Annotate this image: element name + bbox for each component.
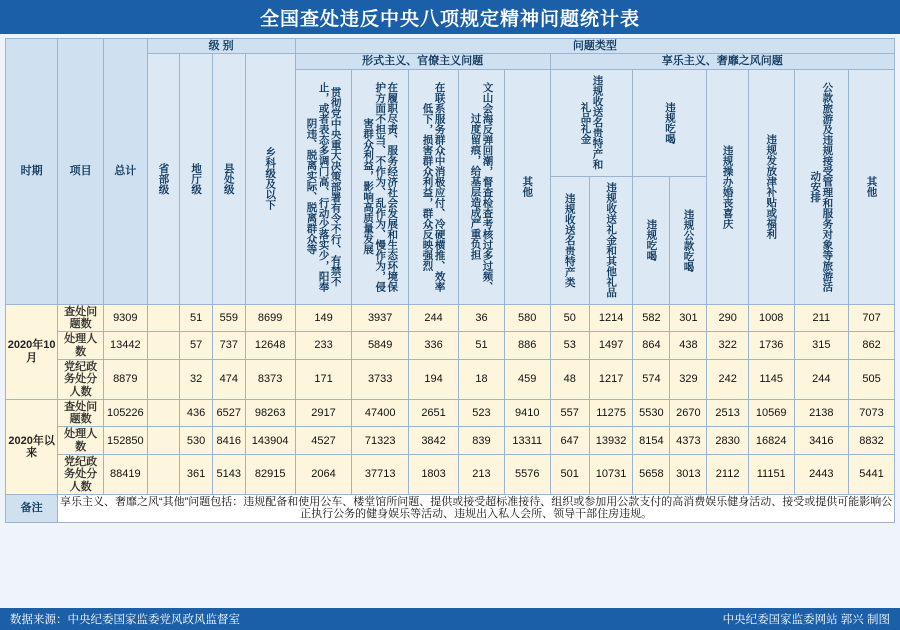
- cell-hedo-7: 7073: [849, 399, 895, 427]
- cell-hedo-0: 50: [550, 304, 589, 332]
- cell-level-1: 57: [180, 332, 213, 360]
- cell-hedo-0: 647: [550, 427, 589, 455]
- cell-form-2: 1803: [409, 455, 459, 495]
- cell-hedo-2: 864: [633, 332, 670, 360]
- header-level-xiangke: 乡科级及以下: [245, 54, 295, 304]
- header-hedonism-sub-4: 违规公款吃喝: [670, 176, 707, 304]
- header-total: 总计: [104, 39, 148, 305]
- cell-level-2: 8416: [212, 427, 245, 455]
- cell-hedo-4: 2830: [707, 427, 748, 455]
- cell-hedo-5: 16824: [748, 427, 794, 455]
- period-cell: 2020年以来: [6, 399, 58, 494]
- cell-hedo-6: 2443: [794, 455, 848, 495]
- cell-hedo-3: 329: [670, 359, 707, 399]
- cell-hedo-5: 1145: [748, 359, 794, 399]
- cell-hedo-4: 290: [707, 304, 748, 332]
- footer-bar: [0, 608, 900, 630]
- header-hedonism-sub-2: 违规收送礼金和其他礼品: [589, 176, 633, 304]
- table-row: [6, 332, 895, 360]
- cell-level-3: 82915: [245, 455, 295, 495]
- cell-hedo-0: 557: [550, 399, 589, 427]
- cell-total: 88419: [104, 455, 148, 495]
- cell-hedo-3: 301: [670, 304, 707, 332]
- table-row: [6, 399, 895, 427]
- cell-hedo-4: 322: [707, 332, 748, 360]
- cell-form-0: 2917: [295, 399, 352, 427]
- header-hedonism-sub-1: 违规收送名贵特产类: [550, 176, 589, 304]
- cell-level-3: 12648: [245, 332, 295, 360]
- cell-level-0: [147, 332, 180, 360]
- row-label: 查处问题数: [58, 399, 104, 427]
- table-row: [6, 359, 895, 399]
- header-hedonism-col-5: 公款旅游及违规接受管理和服务对象等旅游活动安排: [794, 69, 848, 304]
- header-hedonism-col-4: 违规发放津补贴或福利: [748, 69, 794, 304]
- cell-hedo-5: 11151: [748, 455, 794, 495]
- cell-level-2: 6527: [212, 399, 245, 427]
- cell-form-2: 244: [409, 304, 459, 332]
- header-level-diting: 地厅级: [180, 54, 213, 304]
- cell-level-1: 361: [180, 455, 213, 495]
- header-formalism-col-4: 文山会海反弹回潮，督查检查考核过多过频、过度留痕，给基层造成严重负担: [459, 69, 505, 304]
- cell-level-3: 98263: [245, 399, 295, 427]
- cell-form-4: 886: [504, 332, 550, 360]
- cell-form-4: 5576: [504, 455, 550, 495]
- page-title: 全国查处违反中央八项规定精神问题统计表: [0, 0, 900, 34]
- cell-form-4: 580: [504, 304, 550, 332]
- cell-level-0: [147, 399, 180, 427]
- cell-form-4: 9410: [504, 399, 550, 427]
- cell-hedo-0: 501: [550, 455, 589, 495]
- cell-form-0: 149: [295, 304, 352, 332]
- statistics-table: [5, 38, 895, 523]
- cell-level-0: [147, 427, 180, 455]
- row-label: 党纪政务处分人数: [58, 359, 104, 399]
- cell-hedo-3: 4373: [670, 427, 707, 455]
- cell-hedo-7: 8832: [849, 427, 895, 455]
- header-hedonism-col-other: 其他: [849, 69, 895, 304]
- cell-level-2: 737: [212, 332, 245, 360]
- cell-total: 13442: [104, 332, 148, 360]
- header-formalism-group: 形式主义、官僚主义问题: [295, 54, 550, 69]
- cell-hedo-5: 1736: [748, 332, 794, 360]
- footer-credit: 中央纪委国家监委网站 郭兴 制图: [722, 614, 890, 626]
- cell-level-1: 51: [180, 304, 213, 332]
- header-level-group: 级 别: [147, 39, 295, 54]
- cell-total: 9309: [104, 304, 148, 332]
- cell-form-4: 459: [504, 359, 550, 399]
- cell-form-0: 171: [295, 359, 352, 399]
- cell-hedo-4: 242: [707, 359, 748, 399]
- cell-hedo-3: 438: [670, 332, 707, 360]
- table-row: [6, 455, 895, 495]
- cell-hedo-7: 505: [849, 359, 895, 399]
- row-label: 处理人数: [58, 427, 104, 455]
- header-level-sheng: 省部级: [147, 54, 180, 304]
- cell-form-1: 3937: [352, 304, 409, 332]
- cell-level-3: 143904: [245, 427, 295, 455]
- cell-hedo-3: 2670: [670, 399, 707, 427]
- row-label: 处理人数: [58, 332, 104, 360]
- cell-hedo-1: 1217: [589, 359, 633, 399]
- cell-hedo-1: 13932: [589, 427, 633, 455]
- row-label: 党纪政务处分人数: [58, 455, 104, 495]
- cell-hedo-2: 5658: [633, 455, 670, 495]
- cell-hedo-4: 2112: [707, 455, 748, 495]
- cell-form-3: 213: [459, 455, 505, 495]
- cell-hedo-0: 48: [550, 359, 589, 399]
- note-text: 享乐主义、奢靡之风“其他”问题包括：违规配备和使用公车、楼堂馆所问题、提供或接受超标准接待、组织或参加用公款支付的高消费娱乐健身活动、接受或提供可能影响公正执行公务的健身娱乐等活动、违规出入私人会所、领导干部住房违规。: [58, 495, 895, 523]
- header-problem-type-group: 问题类型: [295, 39, 894, 54]
- header-hedonism-col-2: 违规吃喝: [633, 69, 707, 176]
- cell-total: 105226: [104, 399, 148, 427]
- cell-hedo-5: 10569: [748, 399, 794, 427]
- cell-hedo-0: 53: [550, 332, 589, 360]
- table-row: [6, 427, 895, 455]
- cell-hedo-6: 2138: [794, 399, 848, 427]
- cell-hedo-6: 3416: [794, 427, 848, 455]
- cell-form-3: 18: [459, 359, 505, 399]
- cell-hedo-4: 2513: [707, 399, 748, 427]
- cell-hedo-3: 3013: [670, 455, 707, 495]
- cell-level-3: 8699: [245, 304, 295, 332]
- cell-hedo-2: 5530: [633, 399, 670, 427]
- cell-form-3: 839: [459, 427, 505, 455]
- cell-level-2: 5143: [212, 455, 245, 495]
- cell-level-1: 32: [180, 359, 213, 399]
- cell-hedo-1: 10731: [589, 455, 633, 495]
- cell-level-1: 530: [180, 427, 213, 455]
- cell-hedo-6: 315: [794, 332, 848, 360]
- cell-hedo-7: 707: [849, 304, 895, 332]
- cell-form-4: 13311: [504, 427, 550, 455]
- cell-hedo-5: 1008: [748, 304, 794, 332]
- header-hedonism-group: 享乐主义、奢靡之风问题: [550, 54, 894, 69]
- cell-total: 152850: [104, 427, 148, 455]
- cell-hedo-1: 11275: [589, 399, 633, 427]
- cell-form-1: 5849: [352, 332, 409, 360]
- footer-source: 数据来源：中央纪委国家监委党风政风监督室: [10, 614, 240, 626]
- cell-hedo-6: 211: [794, 304, 848, 332]
- cell-form-0: 233: [295, 332, 352, 360]
- cell-total: 8879: [104, 359, 148, 399]
- cell-form-2: 3842: [409, 427, 459, 455]
- row-label: 查处问题数: [58, 304, 104, 332]
- period-cell: 2020年10月: [6, 304, 58, 399]
- header-formalism-col-3: 在联系服务群众中消极应付、冷硬横推、效率低下，损害群众利益，群众反映强烈: [409, 69, 459, 304]
- cell-form-1: 37713: [352, 455, 409, 495]
- cell-hedo-2: 8154: [633, 427, 670, 455]
- header-row-1: [6, 39, 895, 54]
- cell-level-3: 8373: [245, 359, 295, 399]
- cell-level-1: 436: [180, 399, 213, 427]
- cell-level-0: [147, 304, 180, 332]
- header-item: 项目: [58, 39, 104, 305]
- cell-hedo-6: 244: [794, 359, 848, 399]
- cell-hedo-7: 862: [849, 332, 895, 360]
- cell-form-0: 2064: [295, 455, 352, 495]
- cell-form-0: 4527: [295, 427, 352, 455]
- header-period: 时期: [6, 39, 58, 305]
- cell-level-2: 559: [212, 304, 245, 332]
- table-row: [6, 304, 895, 332]
- header-formalism-col-1: 贯彻党中央重大决策部署有令不行、有禁不止，或者表态多调门高、行动少落实少，阳奉阴违、脱离实际、脱离群众等: [295, 69, 352, 304]
- cell-hedo-2: 574: [633, 359, 670, 399]
- header-hedonism-col-1: 违规收送名贵特产和礼品礼金: [550, 69, 633, 176]
- cell-level-0: [147, 455, 180, 495]
- cell-level-2: 474: [212, 359, 245, 399]
- cell-form-2: 336: [409, 332, 459, 360]
- header-hedonism-col-3: 违规操办婚丧喜庆: [707, 69, 748, 304]
- cell-form-1: 47400: [352, 399, 409, 427]
- cell-form-3: 36: [459, 304, 505, 332]
- header-formalism-col-2: 在履职尽责、服务经济社会发展和生态环境保护方面不担当、不作为、乱作为、慢作为，侵害群众利益，影响高质量发展: [352, 69, 409, 304]
- note-label: 备注: [6, 495, 58, 523]
- cell-level-0: [147, 359, 180, 399]
- header-level-xianchu: 县处级: [212, 54, 245, 304]
- header-formalism-col-other: 其他: [504, 69, 550, 304]
- cell-hedo-1: 1497: [589, 332, 633, 360]
- cell-form-3: 523: [459, 399, 505, 427]
- cell-form-2: 194: [409, 359, 459, 399]
- cell-hedo-2: 582: [633, 304, 670, 332]
- cell-form-3: 51: [459, 332, 505, 360]
- header-hedonism-sub-3: 违规吃喝: [633, 176, 670, 304]
- cell-hedo-7: 5441: [849, 455, 895, 495]
- note-row: [6, 495, 895, 523]
- cell-form-1: 3733: [352, 359, 409, 399]
- cell-form-1: 71323: [352, 427, 409, 455]
- cell-form-2: 2651: [409, 399, 459, 427]
- cell-hedo-1: 1214: [589, 304, 633, 332]
